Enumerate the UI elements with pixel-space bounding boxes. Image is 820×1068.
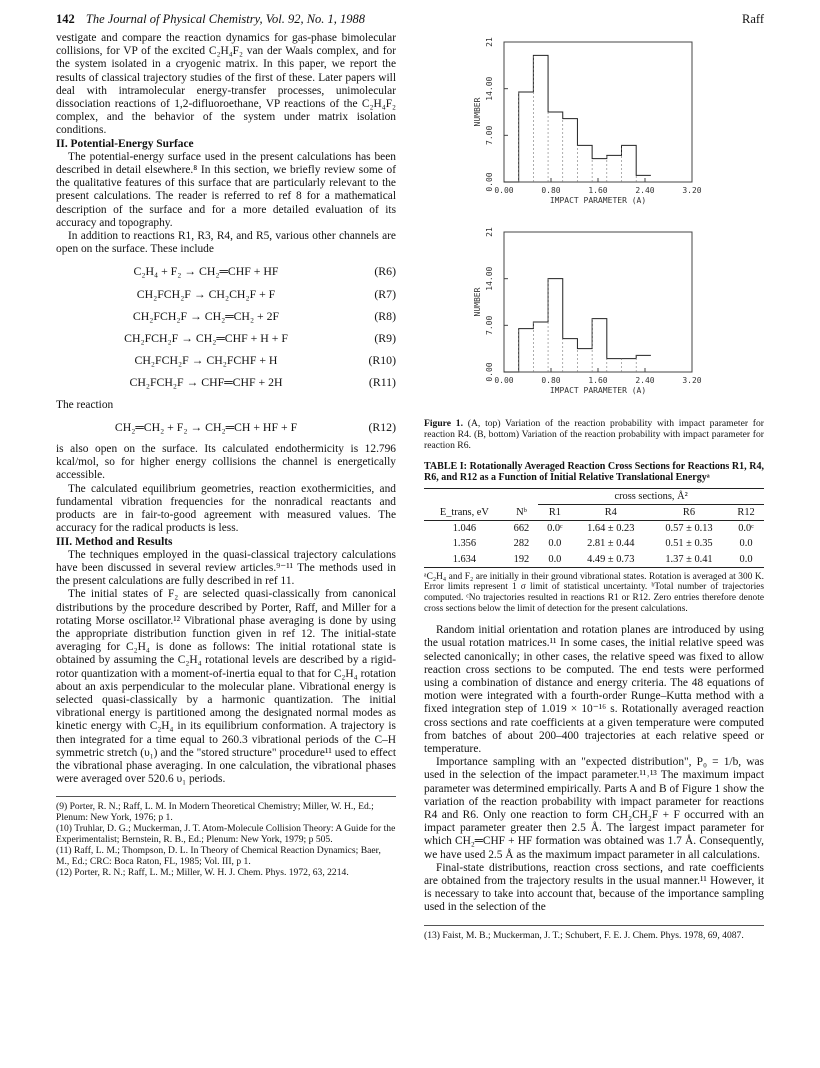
right-paragraph-3: Final-state distributions, reaction cross sections, and rate coefficients are obtained from the trajectory results in the usual manner.¹¹ However, it is necessary to take into account that, because of the importance sampling used in the selection of the (424, 861, 764, 914)
table-header: R1 (548, 507, 561, 519)
table-cell: 0.0 (739, 553, 753, 565)
table-title: TABLE I: Rotationally Averaged Reaction Cross Sections for Reactions R1, R4, R6, and R12 as a Function of Initial Relative Translational Energyᵃ (424, 461, 764, 484)
x-axis-label: IMPACT PARAMETER (A) (549, 386, 647, 395)
reaction-r11 (56, 376, 396, 389)
x-tick-label: 0.80 (541, 376, 561, 385)
section-2-title: II. Potential-Energy Surface (56, 137, 194, 150)
table-cell: 0.0 (548, 553, 562, 565)
table-cell: 0.57 ± 0.13 (665, 523, 713, 535)
author-name: Raff (742, 12, 764, 26)
reaction-label: (R6) (374, 264, 396, 279)
the-reaction-text: The reaction (56, 398, 114, 411)
table-cell: 1.64 ± 0.23 (587, 523, 635, 535)
reaction-label: (R10) (368, 353, 396, 368)
section-3-title: III. Method and Results (56, 535, 173, 548)
table-cell: 4.49 ± 0.73 (587, 553, 635, 565)
table-header: R6 (682, 507, 696, 519)
table-cell: 2.81 ± 0.44 (587, 538, 635, 550)
x-tick-label: 1.60 (588, 376, 608, 385)
reaction-equation: CH₂FCH₂F → CH₂═CH₂ + 2F (132, 308, 280, 323)
page-number: 142 (56, 12, 75, 26)
table-cell: 1.046 (452, 523, 477, 535)
table-cell: 1.634 (452, 553, 477, 565)
reaction-equation: CH₂FCH₂F → CH₂═CHF + H + F (124, 331, 288, 346)
section-3-paragraph-2: The initial states of F₂ are selected quasi-classically from canonical distributions by the procedure described by Porter, Raff, and Miller for a rotating Morse oscillator.¹² Vibrational phase averaging is done by using the appropriate distribution function given in ref 12. The initial-state averaging for C₂H₄ is done as follows: The initial rotational state is obtained by assuming the C₂H₄ rotational levels are described by a rigid-rotor quantization with a moment-of-inertia equal to that for C₂H₄ rotation about an axis perpendicular to the molecular plane. Vibrational energy is selected quasi-classically by a harmonic quantization. The initial vibrational energy is partitioned among the designated normal modes as kinetic energy with C₂H₄ in its equilibrium conformation. A trajectory is then integrated for a time equal to 260.3 vibrational periods of the C–H symmetric stretch (υ₁) and the "stored structure" procedure¹¹ used to effect the vibrational phase averaging. In one calculation, the vibrational phases were averaged over 520.6 υ₁ periods. (56, 588, 396, 786)
table-cell: 0.0ᶜ (547, 523, 563, 535)
cross-section-table (424, 488, 764, 568)
reaction-r8 (56, 310, 396, 323)
x-axis-label: IMPACT PARAMETER (A) (549, 196, 647, 205)
right-column (424, 32, 764, 941)
y-axis-label: NUMBER (473, 97, 482, 127)
x-tick-label: 3.20 (682, 376, 702, 385)
footnote-10: (10) Truhlar, D. G.; Muckerman, J. T. Atom-Molecule Collision Theory: A Guide for the Experimentalist; Bernstein, R. B., Ed.; Plenum: New York, 1979; p 505. (56, 823, 396, 846)
section-2-paragraph-4: The calculated equilibrium geometries, reaction exothermicities, and fundamental vibration frequencies for the nonradical reactants and products are in fair-to-good agreement with measured values. The accuracy for the radical products is less. (56, 482, 396, 535)
y-tick-label: 21 (485, 37, 494, 47)
figure-caption (424, 418, 764, 451)
reaction-label: (R11) (368, 375, 396, 390)
table-cell: 282 (513, 538, 530, 550)
x-tick-label: 3.20 (682, 186, 702, 195)
reaction-r7 (56, 288, 396, 301)
reaction-label: (R12) (368, 419, 396, 434)
section-2-paragraph-2: In addition to reactions R1, R3, R4, and R5, various other channels are open on the surface. These include (56, 230, 396, 256)
x-tick-label: 0.80 (541, 186, 561, 195)
reaction-r6 (56, 265, 396, 278)
section-2-paragraph-1: The potential-energy surface used in the present calculations has been described in detail elsewhere.⁸ In this section, we briefly review some of the qualitative features of this surface that are particularly relevant to the present calculations. The reader is referred to ref 8 for a mathematical description of the surface and for a more detailed evaluation of its accuracy and topography. (56, 150, 396, 229)
table-cell: 0.0ᶜ (738, 523, 754, 535)
reaction-equation: CH₂═CH₂ + F₂ → CH₂═CH + HF + F (114, 419, 298, 434)
table-cell: 0.0 (739, 538, 753, 550)
footnotes-left (56, 796, 396, 878)
table-header: Nᵇ (516, 506, 527, 518)
table-cell: 0.0 (548, 538, 562, 550)
figure-caption-label: Figure 1. (424, 418, 463, 429)
intro-paragraph: vestigate and compare the reaction dynamics for gas-phase bimolecular collisions, for VP of the excited C₂H₄F₂ van der Waals complex, and for the system isolated in a cryogenic matrix. In this paper, we report the results of classical trajectory studies of the first of these. Later papers will deal with intramolecular energy-transfer processes, unimolecular dissociation reactions of 1,2-difluoroethane, VP reactions of the C₂H₄F₂ complex, and the behavior of the system under matrix isolation conditions. (56, 32, 396, 137)
y-tick-label: 21 (485, 227, 494, 237)
y-tick-label: 14.00 (485, 76, 494, 101)
table-cell: 1.37 ± 0.41 (665, 553, 713, 565)
y-tick-label: 0.00 (485, 172, 494, 192)
table-cell: 1.356 (452, 538, 477, 550)
x-tick-label: 0.00 (494, 376, 514, 385)
figure-caption-text: (A, top) Variation of the reaction probability with impact parameter for reaction R4. (B, bottom) Variation of the reaction probability with impact parameter for reaction R6. (424, 418, 764, 451)
page-header (56, 12, 764, 28)
y-tick-label: 14.00 (485, 266, 494, 291)
footnote-9: (9) Porter, R. N.; Raff, L. M. In Modern Theoretical Chemistry; Miller, W. H., Ed.; Plenum: New York, 1976; p 1. (56, 801, 374, 824)
journal-title: The Journal of Physical Chemistry, Vol. 92, No. 1, 1988 (85, 12, 366, 26)
x-tick-label: 2.40 (635, 376, 655, 385)
table-row (424, 536, 764, 551)
table-span-header: cross sections, Å² (538, 488, 764, 504)
reaction-r9 (56, 332, 396, 345)
section-2-paragraph-3: is also open on the surface. Its calculated endothermicity is 12.796 kcal/mol, so for higher energy collisions the channel is energetically accessible. (56, 443, 396, 482)
plot-frame (504, 42, 692, 182)
figure-1b-chart (424, 222, 764, 412)
right-paragraph-2: Importance sampling with an "expected distribution", P₀ = 1/b, was used in the selection of the impact parameter.¹¹˒¹³ The maximum impact parameter was determined empirically. Parts A and B of Figure 1 show the variation of the reaction probability with impact parameter for reactions R4 and R6. Only one reaction to form CH₂CH₂F + F occurred with an impact parameter greater then 2.5 Å. The largest impact parameter for which CH₂═CHF + HF formation was obtained was 1.7 Å. Consequently, we have used 2.5 Å as the maximum impact parameter in all calculations. (424, 756, 764, 861)
table-row (424, 521, 764, 537)
table-header: E_trans, eV (439, 506, 489, 518)
reaction-label: (R8) (374, 308, 396, 323)
x-tick-label: 1.60 (588, 186, 608, 195)
table-cell: 192 (513, 553, 530, 565)
table-cell: 662 (513, 523, 530, 535)
y-tick-label: 7.00 (485, 315, 494, 335)
table-span-header-row (424, 488, 764, 504)
reaction-label: (R9) (374, 331, 396, 346)
reaction-equation: CH₂FCH₂F → CH₂FCHF + H (134, 353, 278, 368)
table-header: R4 (604, 507, 617, 519)
reaction-equation: CH₂FCH₂F → CH₂CH₂F + F (136, 286, 276, 301)
plot-frame (504, 232, 692, 372)
table-notes: ᵃC₂H₄ and F₂ are initially in their ground vibrational states. Rotation is averaged at 300 K. Error limits represent 1 σ limit of statistical uncertainty. ᵇTotal number of trajectories computed. ᶜNo trajectories resulted in reactions R1 or R12. Zero entries therefore denote cross sections below the limit of detection for the present calculations. (424, 571, 764, 614)
table-header-row (424, 505, 764, 521)
figure-1b-plot (424, 222, 764, 412)
section-3-paragraph-1: The techniques employed in the quasi-classical trajectory calculations have been discussed in several review articles.⁹⁻¹¹ The methods used in the present calculations are fully described in ref 11. (56, 548, 396, 588)
table-header: R12 (737, 507, 755, 519)
reaction-r10 (56, 354, 396, 367)
reaction-equation: C₂H₄ + F₂ → CH₂═CHF + HF (133, 264, 279, 279)
reaction-equation: CH₂FCH₂F → CHF═CHF + 2H (129, 375, 283, 390)
figure-1a-plot (424, 32, 764, 222)
footnote-13: (13) Faist, M. B.; Muckerman, J. T.; Schubert, F. E. J. Chem. Phys. 1978, 69, 4087. (424, 929, 744, 941)
reaction-r12 (56, 421, 396, 434)
left-column (56, 32, 396, 878)
footnote-12: (12) Porter, R. N.; Raff, L. M.; Miller, W. H. J. Chem. Phys. 1972, 63, 2214. (56, 867, 349, 879)
footnote-11: (11) Raff, L. M.; Thompson, D. L. In Theory of Chemical Reaction Dynamics; Baer, M., Ed.; CRC: Boca Raton, FL, 1985; Vol. III, p 1. (56, 845, 381, 868)
right-paragraph-1: Random initial orientation and rotation planes are introduced by using the usual rotation matrices.¹¹ In some cases, the initial relative speed was selected canonically; in other cases, the relative speed was fixed to allow reaction cross sections to be computed. The end tests were performed using a combination of distance and energy criteria. The 48 equations of motion were integrated with a fourth-order Runge–Kutta method with a fixed integration step of 1.019 × 10⁻¹⁶ s. Rotationally averaged reaction cross sections and rate coefficients at a given temperature were computed from batches of about 200–400 trajectories at each relative speed or temperature. (424, 624, 764, 756)
figure-1a-chart (424, 32, 764, 222)
y-tick-label: 0.00 (485, 362, 494, 382)
y-tick-label: 7.00 (485, 125, 494, 145)
x-tick-label: 2.40 (635, 186, 655, 195)
x-tick-label: 0.00 (494, 186, 514, 195)
histogram-outline (504, 55, 651, 182)
table-row (424, 552, 764, 568)
footnotes-right (424, 925, 764, 941)
table-cell: 0.51 ± 0.35 (665, 538, 713, 550)
y-axis-label: NUMBER (473, 287, 482, 317)
reaction-label: (R7) (374, 286, 396, 301)
